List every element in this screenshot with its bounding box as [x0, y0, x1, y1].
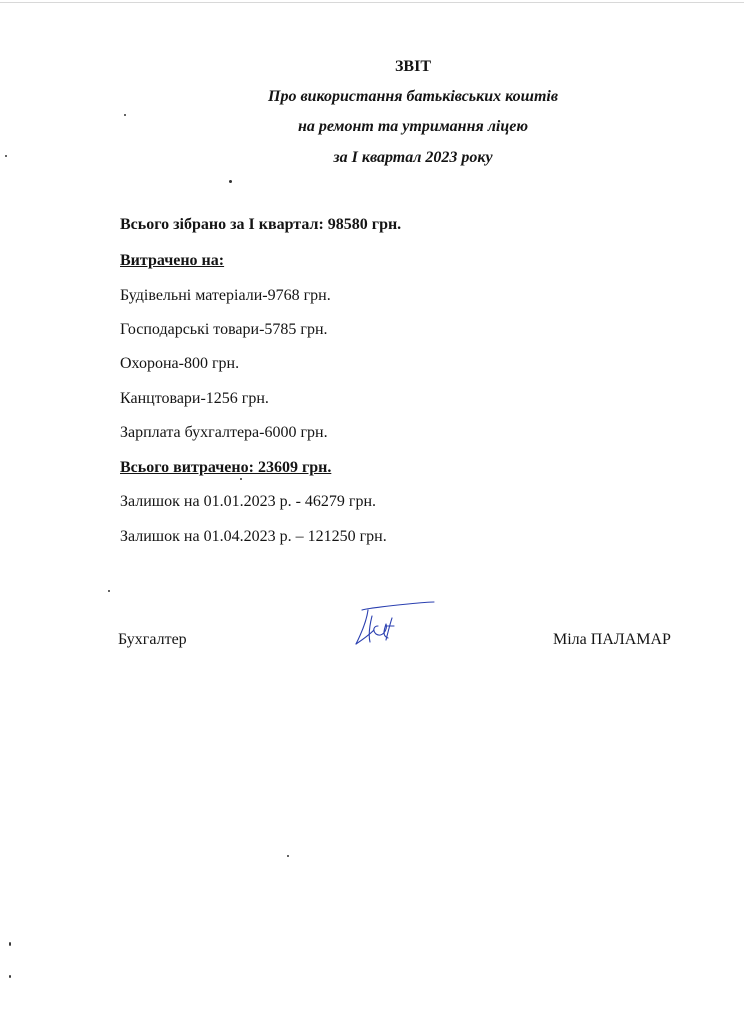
spent-on-heading: Витрачено на: [120, 252, 225, 269]
signatory-role: Бухгалтер [118, 631, 187, 648]
scan-speck [240, 478, 242, 480]
report-subtitle-line-2: на ремонт та утримання ліцею [297, 118, 529, 135]
scan-speck [5, 155, 7, 157]
total-spent: Всього витрачено: 23609 грн. [120, 459, 332, 476]
scan-speck [287, 855, 289, 857]
report-title: ЗВІТ [394, 58, 431, 75]
scan-speck [9, 942, 11, 946]
balance-end: Залишок на 01.04.2023 р. – 121250 грн. [120, 528, 387, 545]
scan-speck [229, 180, 232, 183]
scan-speck [9, 975, 11, 978]
handwritten-signature [348, 596, 440, 654]
balance-start: Залишок на 01.01.2023 р. - 46279 грн. [120, 493, 377, 510]
expense-item: Господарські товари-5785 грн. [120, 321, 328, 338]
signatory-name: Міла ПАЛАМАР [553, 631, 671, 648]
scan-edge-line [0, 2, 744, 3]
expense-item: Будівельні матеріали-9768 грн. [120, 287, 331, 304]
scan-speck [124, 114, 126, 116]
report-subtitle-line-1: Про використання батьківських коштів [268, 88, 558, 105]
expense-item: Канцтовари-1256 грн. [120, 390, 269, 407]
expense-item: Охорона-800 грн. [120, 355, 240, 372]
scan-speck [108, 590, 110, 592]
total-collected: Всього зібрано за І квартал: 98580 грн. [120, 216, 402, 233]
report-subtitle-line-3: за І квартал 2023 року [333, 149, 493, 166]
expense-item: Зарплата бухгалтера-6000 грн. [120, 424, 328, 441]
